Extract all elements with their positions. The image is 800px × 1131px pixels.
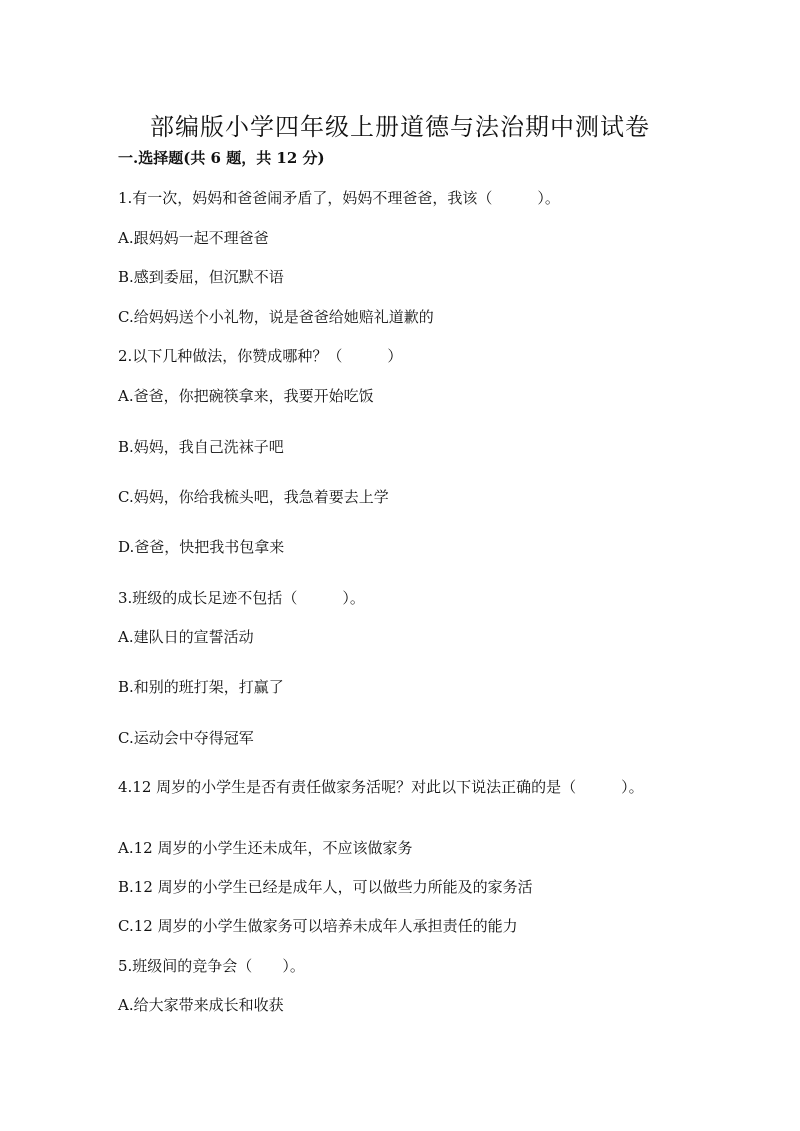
question-1-stem: 1.有一次，妈妈和爸爸闹矛盾了，妈妈不理爸爸，我该（ ）。: [118, 189, 560, 207]
question-4-option-a: A.12 周岁的小学生还未成年，不应该做家务: [118, 839, 413, 857]
question-3-option-a: A.建队日的宣誓活动: [118, 628, 254, 646]
question-2-option-b: B.妈妈，我自己洗袜子吧: [118, 438, 284, 456]
question-2-stem: 2.以下几种做法，你赞成哪种？（ ）: [118, 347, 403, 365]
question-2-option-a: A.爸爸，你把碗筷拿来，我要开始吃饭: [118, 387, 374, 405]
question-4-stem: 4.12 周岁的小学生是否有责任做家务活呢？对此以下说法正确的是（ ）。: [118, 778, 644, 796]
question-3-option-b: B.和别的班打架，打赢了: [118, 678, 284, 696]
question-1-option-a: A.跟妈妈一起不理爸爸: [118, 229, 269, 247]
question-3-option-c: C.运动会中夺得冠军: [118, 729, 254, 747]
question-4-option-b: B.12 周岁的小学生已经是成年人，可以做些力所能及的家务活: [118, 878, 533, 896]
question-4-option-c: C.12 周岁的小学生做家务可以培养未成年人承担责任的能力: [118, 917, 518, 935]
question-1-option-c: C.给妈妈送个小礼物，说是爸爸给她赔礼道歉的: [118, 308, 434, 326]
question-1-option-b: B.感到委屈，但沉默不语: [118, 268, 284, 286]
section-heading: 一.选择题(共 6 题，共 12 分): [118, 149, 325, 167]
question-3-stem: 3.班级的成长足迹不包括（ ）。: [118, 589, 365, 607]
question-5-option-a: A.给大家带来成长和收获: [118, 996, 284, 1014]
question-2-option-d: D.爸爸，快把我书包拿来: [118, 538, 285, 556]
question-5-stem: 5.班级间的竞争会（ ）。: [118, 957, 305, 975]
page-title: 部编版小学四年级上册道德与法治期中测试卷: [150, 113, 650, 142]
question-2-option-c: C.妈妈，你给我梳头吧，我急着要去上学: [118, 488, 389, 506]
